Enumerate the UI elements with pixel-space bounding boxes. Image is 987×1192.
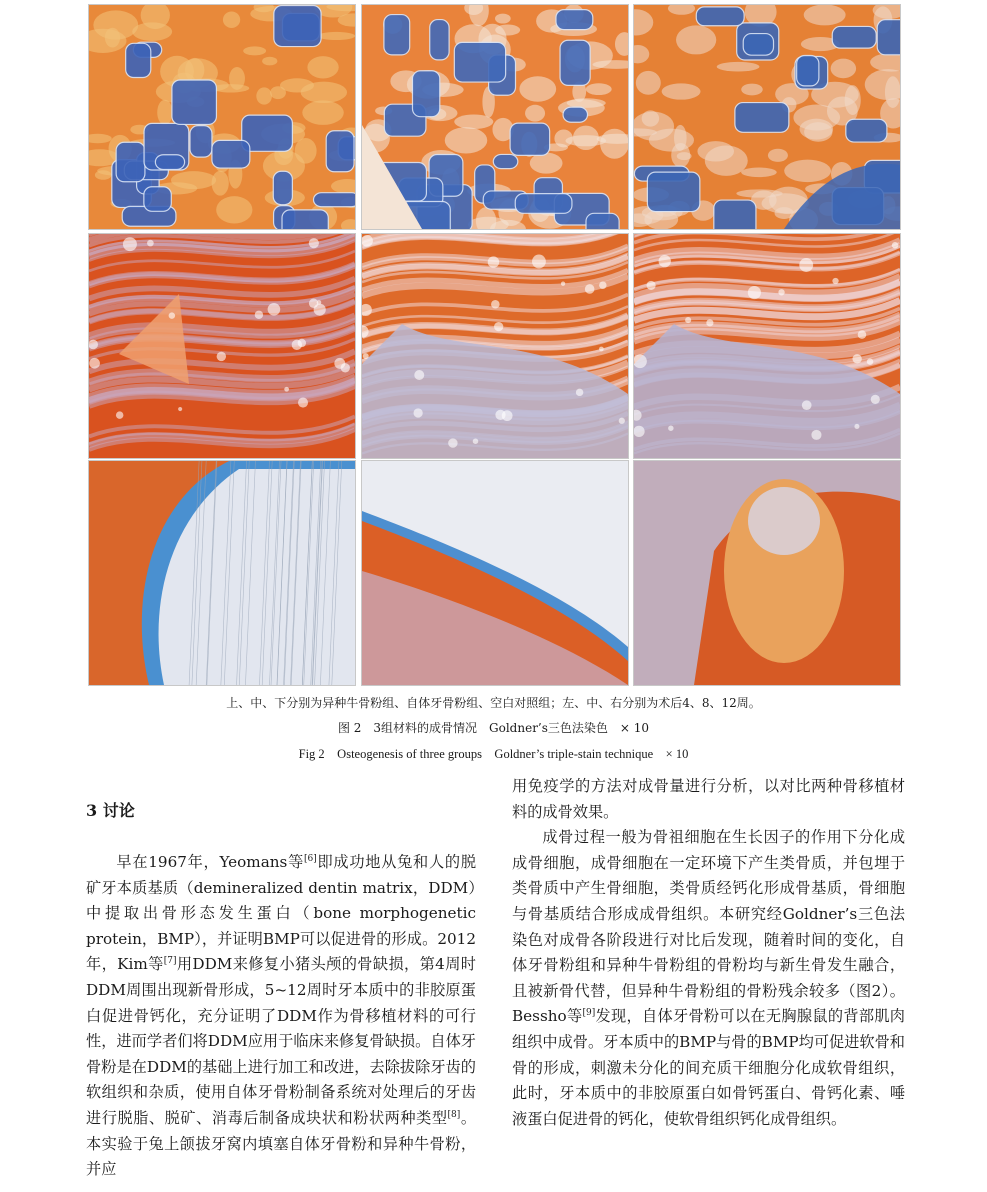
paragraph [512, 774, 905, 825]
right-column [512, 774, 905, 1132]
paragraph-text: 成骨过程一般为骨祖细胞在生长因子的作用下分化成成骨细胞，成骨细胞在一定环境下产生类骨质，并包埋于类骨质中产生骨细胞，类骨质经钙化形成骨基质，骨细胞与骨基质结合形成成骨组织。本研究经Goldner’s三色法染色对成骨各阶段进行对比后发现，随着时间的变化，自体牙骨粉组和异种牛骨粉组的骨粉均与新生骨发生融合，且被新骨代替，但异种牛骨粉组的骨粉残余较多（图2）。Bessho等 [512, 828, 905, 1026]
micrograph-middle-middle [361, 233, 629, 459]
micrograph-top-left [88, 4, 356, 230]
micrograph-bottom-right [633, 460, 901, 686]
paragraph-text: 即成功地从兔和人的脱矿牙本质基质（demineralized dentin matrix，DDM）中提取出骨形态发生蛋白（bone morphogenetic protein，BMP），并证明BMP可以促进骨的形成。2012年，Kim等 [86, 853, 477, 974]
micrograph-bottom-middle [361, 460, 629, 686]
paragraph-text: 用免疫学的方法对成骨量进行分析，以对比两种骨移植材料的成骨效果。 [512, 777, 905, 821]
citation-ref: [8] [447, 1109, 461, 1120]
paragraph-text: 。本实验于兔上颌拔牙窝内填塞自体牙骨粉和异种牛骨粉，并应 [86, 1108, 476, 1179]
paragraph-text: 发现，自体牙骨粉可以在无胸腺鼠的背部肌肉组织中成骨。牙本质中的BMP与骨的BMP均可促进软骨和骨的形成，刺激未分化的间充质干细胞分化成软骨组织，此时，牙本质中的非胶原蛋白如骨钙蛋白、骨钙化素、唾液蛋白促进骨的钙化，使软骨组织钙化成骨组织。 [512, 1007, 905, 1128]
figure-caption-en: Fig 2 Osteogenesis of three groups Goldner’s triple-stain technique × 10 [298, 747, 689, 761]
citation-ref: [6] [304, 853, 317, 864]
figure-2-grid [88, 4, 899, 684]
citation-ref: [9] [582, 1008, 596, 1019]
micrograph-bottom-left [88, 460, 356, 686]
paragraph-text: 早在1967年，Yeomans等 [116, 853, 305, 871]
figure-legend: 上、中、下分别为异种牛骨粉组、自体牙骨粉组、空白对照组；左、中、右分别为术后4、8、12周。 [226, 696, 761, 710]
paragraph-text: 用DDM来修复小猪头颅的骨缺损，第4周时DDM周围出现新骨形成，5~12周时牙本质中的非胶原蛋白促进骨钙化，充分证明了DDM作为骨移植材料的可行性，进而学者们将DDM应用于临床来修复骨缺损。自体牙骨粉是在DDM的基础上进行加工和改进，去除拔除牙齿的软组织和杂质，使用自体牙骨粉制备系统对处理后的牙齿进行脱脂、脱矿、消毒后制备成块状和粉状两种类型 [86, 955, 476, 1127]
figure-caption-cn: 图 2 3组材料的成骨情况 Goldner’s三色法染色 × 10 [337, 721, 650, 735]
micrograph-top-right [633, 4, 901, 230]
micrograph-middle-left [88, 233, 356, 459]
citation-ref: [7] [163, 956, 177, 967]
paragraph [512, 825, 905, 1132]
left-column [86, 850, 476, 1183]
section-heading: 3 讨论 [86, 801, 135, 820]
micrograph-middle-right [633, 233, 901, 459]
micrograph-top-middle [361, 4, 629, 230]
paragraph [86, 850, 476, 1183]
